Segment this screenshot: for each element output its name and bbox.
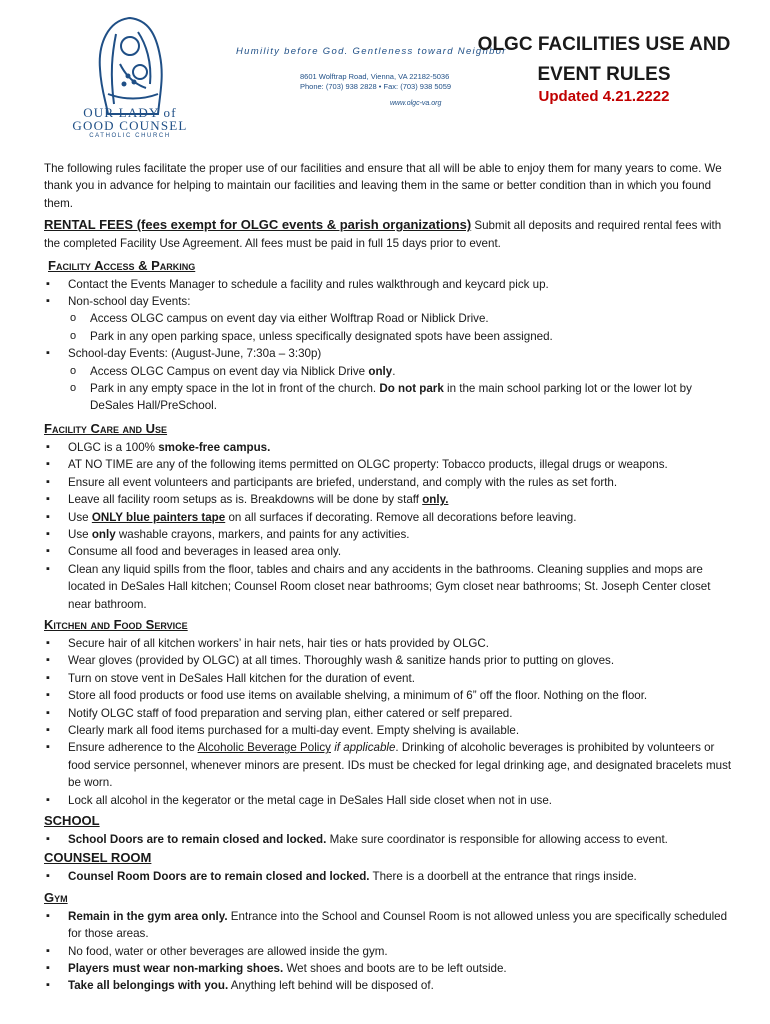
care-heading: Facility Care and Use	[44, 420, 168, 436]
updated-date: Updated 4.21.2222	[538, 88, 670, 105]
list-item: o Access OLGC campus on event day via either Wolftrap Road or Niblick Drive.	[44, 310, 734, 327]
rental-section	[44, 215, 734, 252]
list-item: ▪ Clearly mark all food items purchased for a multi-day event. Empty shelving is available.	[44, 722, 734, 739]
list-item: ▪ Turn on stove vent in DeSales Hall kitchen for the duration of event.	[44, 670, 734, 687]
list-item: o Park in any open parking space, unless specifically designated spots have been assigned.	[44, 328, 734, 345]
logo-line-3: CATHOLIC CHURCH	[89, 133, 171, 139]
list-item: ▪ Secure hair of all kitchen workers’ in hair nets, hair ties or hats provided by OLGC.	[44, 635, 734, 652]
gym-list	[44, 908, 734, 995]
rental-text: Submit all deposits and required rental fees with the completed Facility Use Agreement. All fees must be paid in full 15 days prior to event.	[44, 219, 722, 251]
logo-line-2: GOOD COUNSEL	[72, 118, 188, 133]
care-list	[44, 439, 734, 613]
page-title	[468, 30, 740, 90]
list-item: o Access OLGC Campus on event day via Niblick Drive only.	[44, 363, 734, 380]
title-line-1: OLGC FACILITIES USE AND	[477, 34, 731, 55]
gym-heading: Gym	[44, 889, 68, 905]
list-item: ▪ Counsel Room Doors are to remain closed and locked. There is a doorbell at the entrance that rings inside.	[44, 868, 734, 885]
school-heading: SCHOOL	[44, 813, 100, 828]
list-item: ▪ Ensure all event volunteers and participants are briefed, understand, and comply with the rules as set forth.	[44, 474, 734, 491]
intro-paragraph: The following rules facilitate the proper use of our facilities and ensure that all will be able to enjoy them for many years to come. We thank you in advance for helping to maintain our facilities and leaving them in the same or better condition than in which you found them.	[44, 162, 722, 210]
document-body	[44, 160, 734, 995]
list-item: ▪ Remain in the gym area only. Entrance into the School and Counsel Room is not allowed unless you are specifically scheduled for those areas.	[44, 908, 734, 943]
counsel-list	[44, 868, 734, 885]
list-item: ▪ No food, water or other beverages are allowed inside the gym.	[44, 943, 734, 960]
title-line-2: EVENT RULES	[537, 64, 671, 85]
list-item: ▪ Contact the Events Manager to schedule a facility and rules walkthrough and keycard pick up.	[44, 276, 734, 293]
school-list	[44, 831, 734, 848]
list-item: ▪ AT NO TIME are any of the following items permitted on OLGC property: Tobacco products, illegal drugs or weapons.	[44, 456, 734, 473]
list-item: ▪ Notify OLGC staff of food preparation and serving plan, either catered or self prepared.	[44, 705, 734, 722]
list-item: ▪ Store all food products or food use items on available shelving, a minimum of 6” off the floor. Nothing on the floor.	[44, 687, 734, 704]
counsel-heading: COUNSEL ROOM	[44, 850, 152, 866]
rental-heading: RENTAL FEES (fees exempt for OLGC events & parish organizations)	[44, 217, 472, 233]
address: 8601 Wolftrap Road, Vienna, VA 22182-5036	[300, 72, 450, 81]
kitchen-heading: Kitchen and Food Service	[44, 616, 188, 632]
list-item: ▪ Lock all alcohol in the kegerator or the metal cage in DeSales Hall side closet when not in use.	[44, 792, 734, 809]
list-item: ▪ Use ONLY blue painters tape on all surfaces if decorating. Remove all decorations before leaving.	[44, 509, 734, 526]
list-item: ▪ Clean any liquid spills from the floor, tables and chairs and any accidents in the bathrooms. Cleaning supplies and mops are located in DeSales Hall kitchen; Counsel Room closet near bathrooms; Gym closet near bathrooms; St. Joseph Center closet near bathroom.	[44, 561, 734, 613]
list-item: ▪ School-day Events: (August-June, 7:30a – 3:30p)	[44, 345, 734, 362]
logo-line-1: OUR LADY of	[83, 105, 177, 120]
list-item: ▪ Ensure adherence to the Alcoholic Beverage Policy if applicable. Drinking of alcoholic beverages is prohibited by volunteers or food service personnel, whenever minors are present. IDs must be checked for legal drinking age, and designated bracelets must be worn.	[44, 739, 734, 791]
access-list	[44, 276, 734, 415]
phone-fax: Phone: (703) 938 2828 • Fax: (703) 938 5059	[300, 82, 452, 91]
list-item: ▪ Take all belongings with you. Anything left behind will be disposed of.	[44, 977, 734, 994]
contact-block	[300, 72, 451, 92]
alcohol-policy-link[interactable]: Alcoholic Beverage Policy	[197, 741, 331, 755]
list-item: ▪ Leave all facility room setups as is. Breakdowns will be done by staff only.	[44, 491, 734, 508]
kitchen-list	[44, 635, 734, 809]
list-item: ▪ Players must wear non-marking shoes. Wet shoes and boots are to be left outside.	[44, 960, 734, 977]
list-item: ▪ Use only washable crayons, markers, and paints for any activities.	[44, 526, 734, 543]
tagline: Humility before God. Gentleness toward Neighbor	[236, 46, 507, 57]
list-item: ▪ School Doors are to remain closed and locked. Make sure coordinator is responsible for allowing access to event.	[44, 831, 734, 848]
list-item: ▪ Wear gloves (provided by OLGC) at all times. Thoroughly wash & sanitize hands prior to putting on gloves.	[44, 652, 734, 669]
access-heading: Facility Access & Parking	[48, 257, 196, 273]
list-item: ▪ OLGC is a 100% smoke-free campus.	[44, 439, 734, 456]
list-item: ▪ Consume all food and beverages in leased area only.	[44, 543, 734, 560]
website: www.olgc-va.org	[390, 100, 442, 107]
list-item: ▪ Non-school day Events:	[44, 293, 734, 310]
list-item: o Park in any empty space in the lot in front of the church. Do not park in the main school parking lot or the lower lot by DeSales Hall/PreSchool.	[44, 380, 734, 415]
